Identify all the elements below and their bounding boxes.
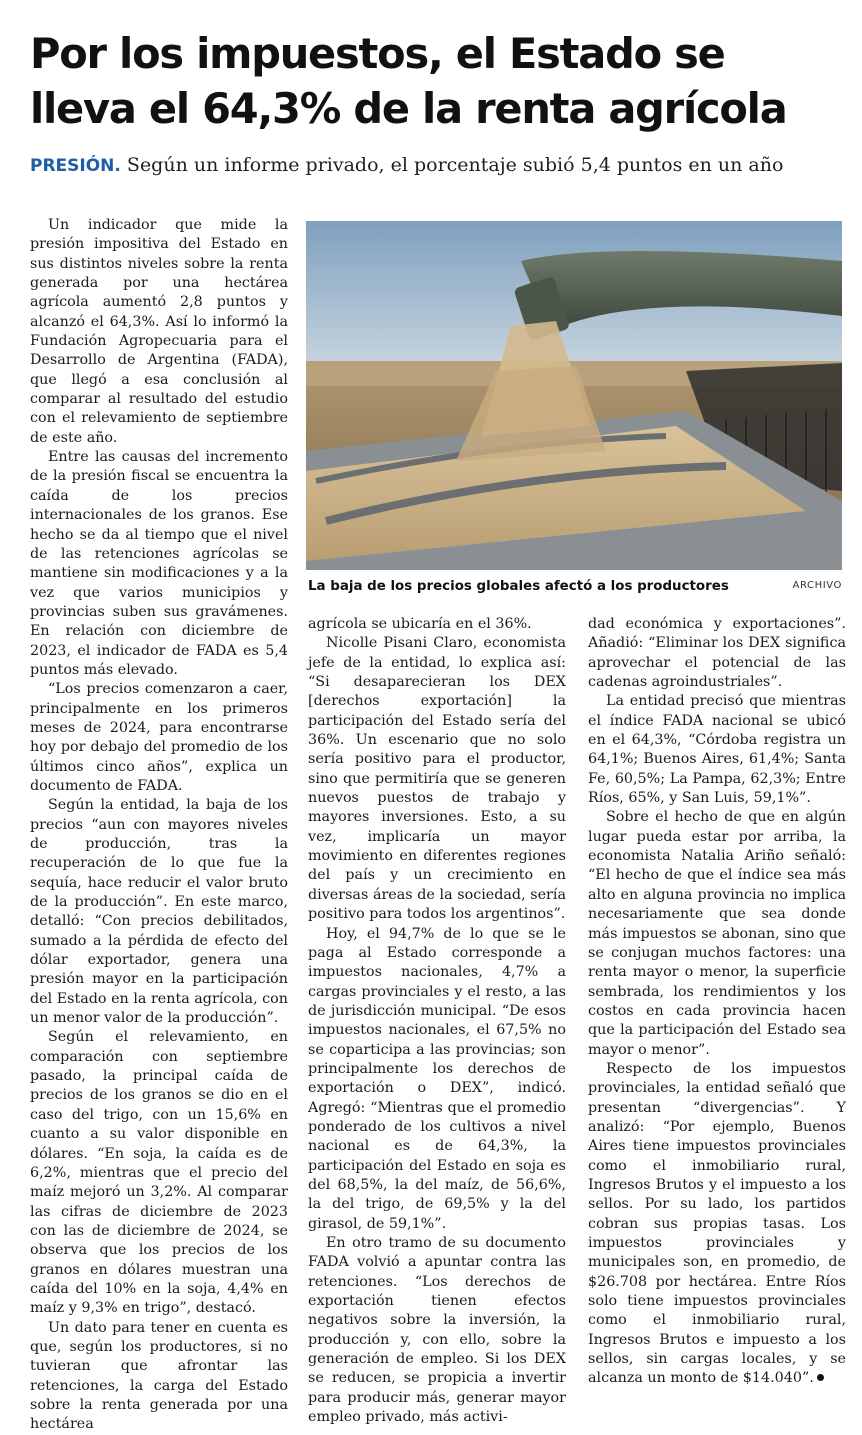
subheadline: [30, 153, 850, 178]
headline-line-2: lleva el 64,3% de la renta agrícola: [30, 84, 787, 133]
paragraph: Nicolle Pisani Claro, economista jefe de la entidad, lo explica así: “Si desaparecieran los DEX [derechos exportación] la participación del Estado sería del 36%. Un escenario que no solo sería positivo para el productor, sino que permitiría que se generen nuevos puestos de trabajo y mayores inversiones. Esto, a su vez, implicaría un mayor movimiento en diferentes regiones del país y un crecimiento en diversas áreas de la sociedad, sería positivo para todos los argentinos”.: [308, 635, 566, 923]
subhead-text: Según un informe privado, el porcentaje subió 5,4 puntos en un año: [126, 154, 784, 176]
paragraph: En otro tramo de su documento FADA volvió a apuntar contra las retenciones. “Los derechos de exportación tienen efectos negativos sobre la inversión, la producción y, con ello, sobre la generación de empleo. Si los DEX se reducen, se propicia a invertir para producir más, generar mayor empleo privado, más activi-: [308, 1235, 566, 1426]
paragraph: La entidad precisó que mientras el índice FADA nacional se ubicó en el 64,3%, “Córdoba registra un 64,1%; Buenos Aires, 61,4%; Santa Fe, 60,5%; La Pampa, 62,3%; Entre Ríos, 65%, y San Luis, 59,1%”.: [588, 693, 846, 807]
paragraph: Un indicador que mide la presión impositiva del Estado en sus distintos niveles sobre la renta generada por una hectárea agrícola aumentó 2,8 puntos y alcanzó el 64,3%. Así lo informó la Fundación Agropecuaria para el Desarrollo de Argentina (FADA), que llegó a esa conclusión al comparar al resultado del estudio con el relevamiento de septiembre de este año.: [30, 217, 288, 446]
paragraph: Un dato para tener en cuenta es que, según los productores, si no tuvieran que afrontar las retenciones, la carga del Estado sobre la renta generada por una hectárea: [30, 1319, 288, 1433]
photo-caption-row: [308, 578, 842, 598]
headline-line-1: Por los impuestos, el Estado se: [30, 29, 725, 78]
photo-credit: ARCHIVO: [792, 580, 842, 591]
kicker: PRESIÓN.: [30, 156, 121, 176]
paragraph: “Los precios comenzaron a caer, principalmente en los primeros meses de 2024, para encontrarse hoy por debajo del promedio de los últimos cinco años”, explica un documento de FADA.: [30, 681, 288, 794]
paragraph: dad económica y exportaciones”. Añadió: “Eliminar los DEX significa aprovechar el potencial de las cadenas agroindustriales”.: [588, 616, 846, 691]
end-mark-icon: [817, 1374, 824, 1381]
grain-harvest-photo: [306, 221, 842, 570]
headline: [30, 26, 842, 136]
paragraph-text: Respecto de los impuestos provinciales, la entidad señaló que presentan “divergencias”. Y analizó: “Por ejemplo, Buenos Aires tiene impuestos provinciales como el inmobiliario rural, Ingresos Brutos y el impuesto a los sellos. Por su lado, los partidos cobran sus propias tasas. Los impuestos provinciales y municipales son, en promedio, de $26.708 por hectárea. Entre Ríos solo tiene impuestos provinciales como el inmobiliario rural, Ingresos Brutos e impuesto a los sellos, sin cargas locales, y se alcanza un monto de $14.040”.: [588, 1060, 846, 1387]
column-2: [308, 615, 566, 1427]
paragraph: agrícola se ubicaría en el 36%.: [308, 616, 532, 632]
paragraph: Sobre el hecho de que en algún lugar pueda estar por arriba, la economista Natalia Ariño señaló: “El hecho de que el índice sea más alto en alguna provincia no implica necesariamente que sea donde más impuestos se abonan, sino que se conjugan muchos factores: una renta mayor o menor, la superficie sembrada, los rendimientos y los costos en cada provincia hacen que la participación del Estado sea mayor o menor”.: [588, 809, 846, 1058]
paragraph: Hoy, el 94,7% de lo que se le paga al Estado corresponde a impuestos nacionales, 4,7% a cargas provinciales y el resto, a las de jurisdicción municipal. “De esos impuestos nacionales, el 67,5% no se coparticipa a las provincias; son principalmente los derechos de exportación o DEX”, indicó. Agregó: “Mientras que el promedio ponderado de los cultivos a nivel nacional es de 64,3%, la participación del Estado en soja es del 68,5%, la del maíz, de 56,6%, la del trigo, de 69,5% y la del girasol, de 59,1%”.: [308, 925, 566, 1232]
paragraph: Según la entidad, la baja de los precios “aun con mayores niveles de producción, tras la recuperación de lo que fue la sequía, hace reducir el valor bruto de la producción”. En este marco, detalló: “Con precios debilitados, sumado a la pérdida de efecto del dólar exportador, genera una presión mayor en la participación del Estado en la renta agrícola, con un menor valor de la producción”.: [30, 797, 288, 1027]
paragraph: Entre las causas del incremento de la presión fiscal se encuentra la caída de los precios internacionales de los granos. Ese hecho se da al tiempo que el nivel de las retenciones agrícolas se mantiene sin modificaciones y a la vez que varios municipios y provincias suben sus gravámenes. En relación con diciembre de 2023, el indicador de FADA es 5,4 puntos más elevado.: [30, 449, 288, 678]
paragraph: Según el relevamiento, en comparación con septiembre pasado, la principal caída de precios de los granos se dio en el caso del trigo, con un 15,6% en cuanto a su valor disponible en dólares. “En soja, la caída es de 6,2%, mientras que el precio del maíz mejoró un 3,2%. Al comparar las cifras de diciembre de 2023 con las de diciembre de 2024, se observa que los precios de los granos en dólares muestran una caída del 10% en la soja, 4,4% en maíz y 9,3% en trigo”, destacó.: [30, 1029, 288, 1317]
column-3: [588, 615, 846, 1389]
photo-caption: La baja de los precios globales afectó a los productores: [308, 579, 729, 594]
paragraph-final: [588, 1060, 846, 1389]
column-1: [30, 216, 288, 1435]
